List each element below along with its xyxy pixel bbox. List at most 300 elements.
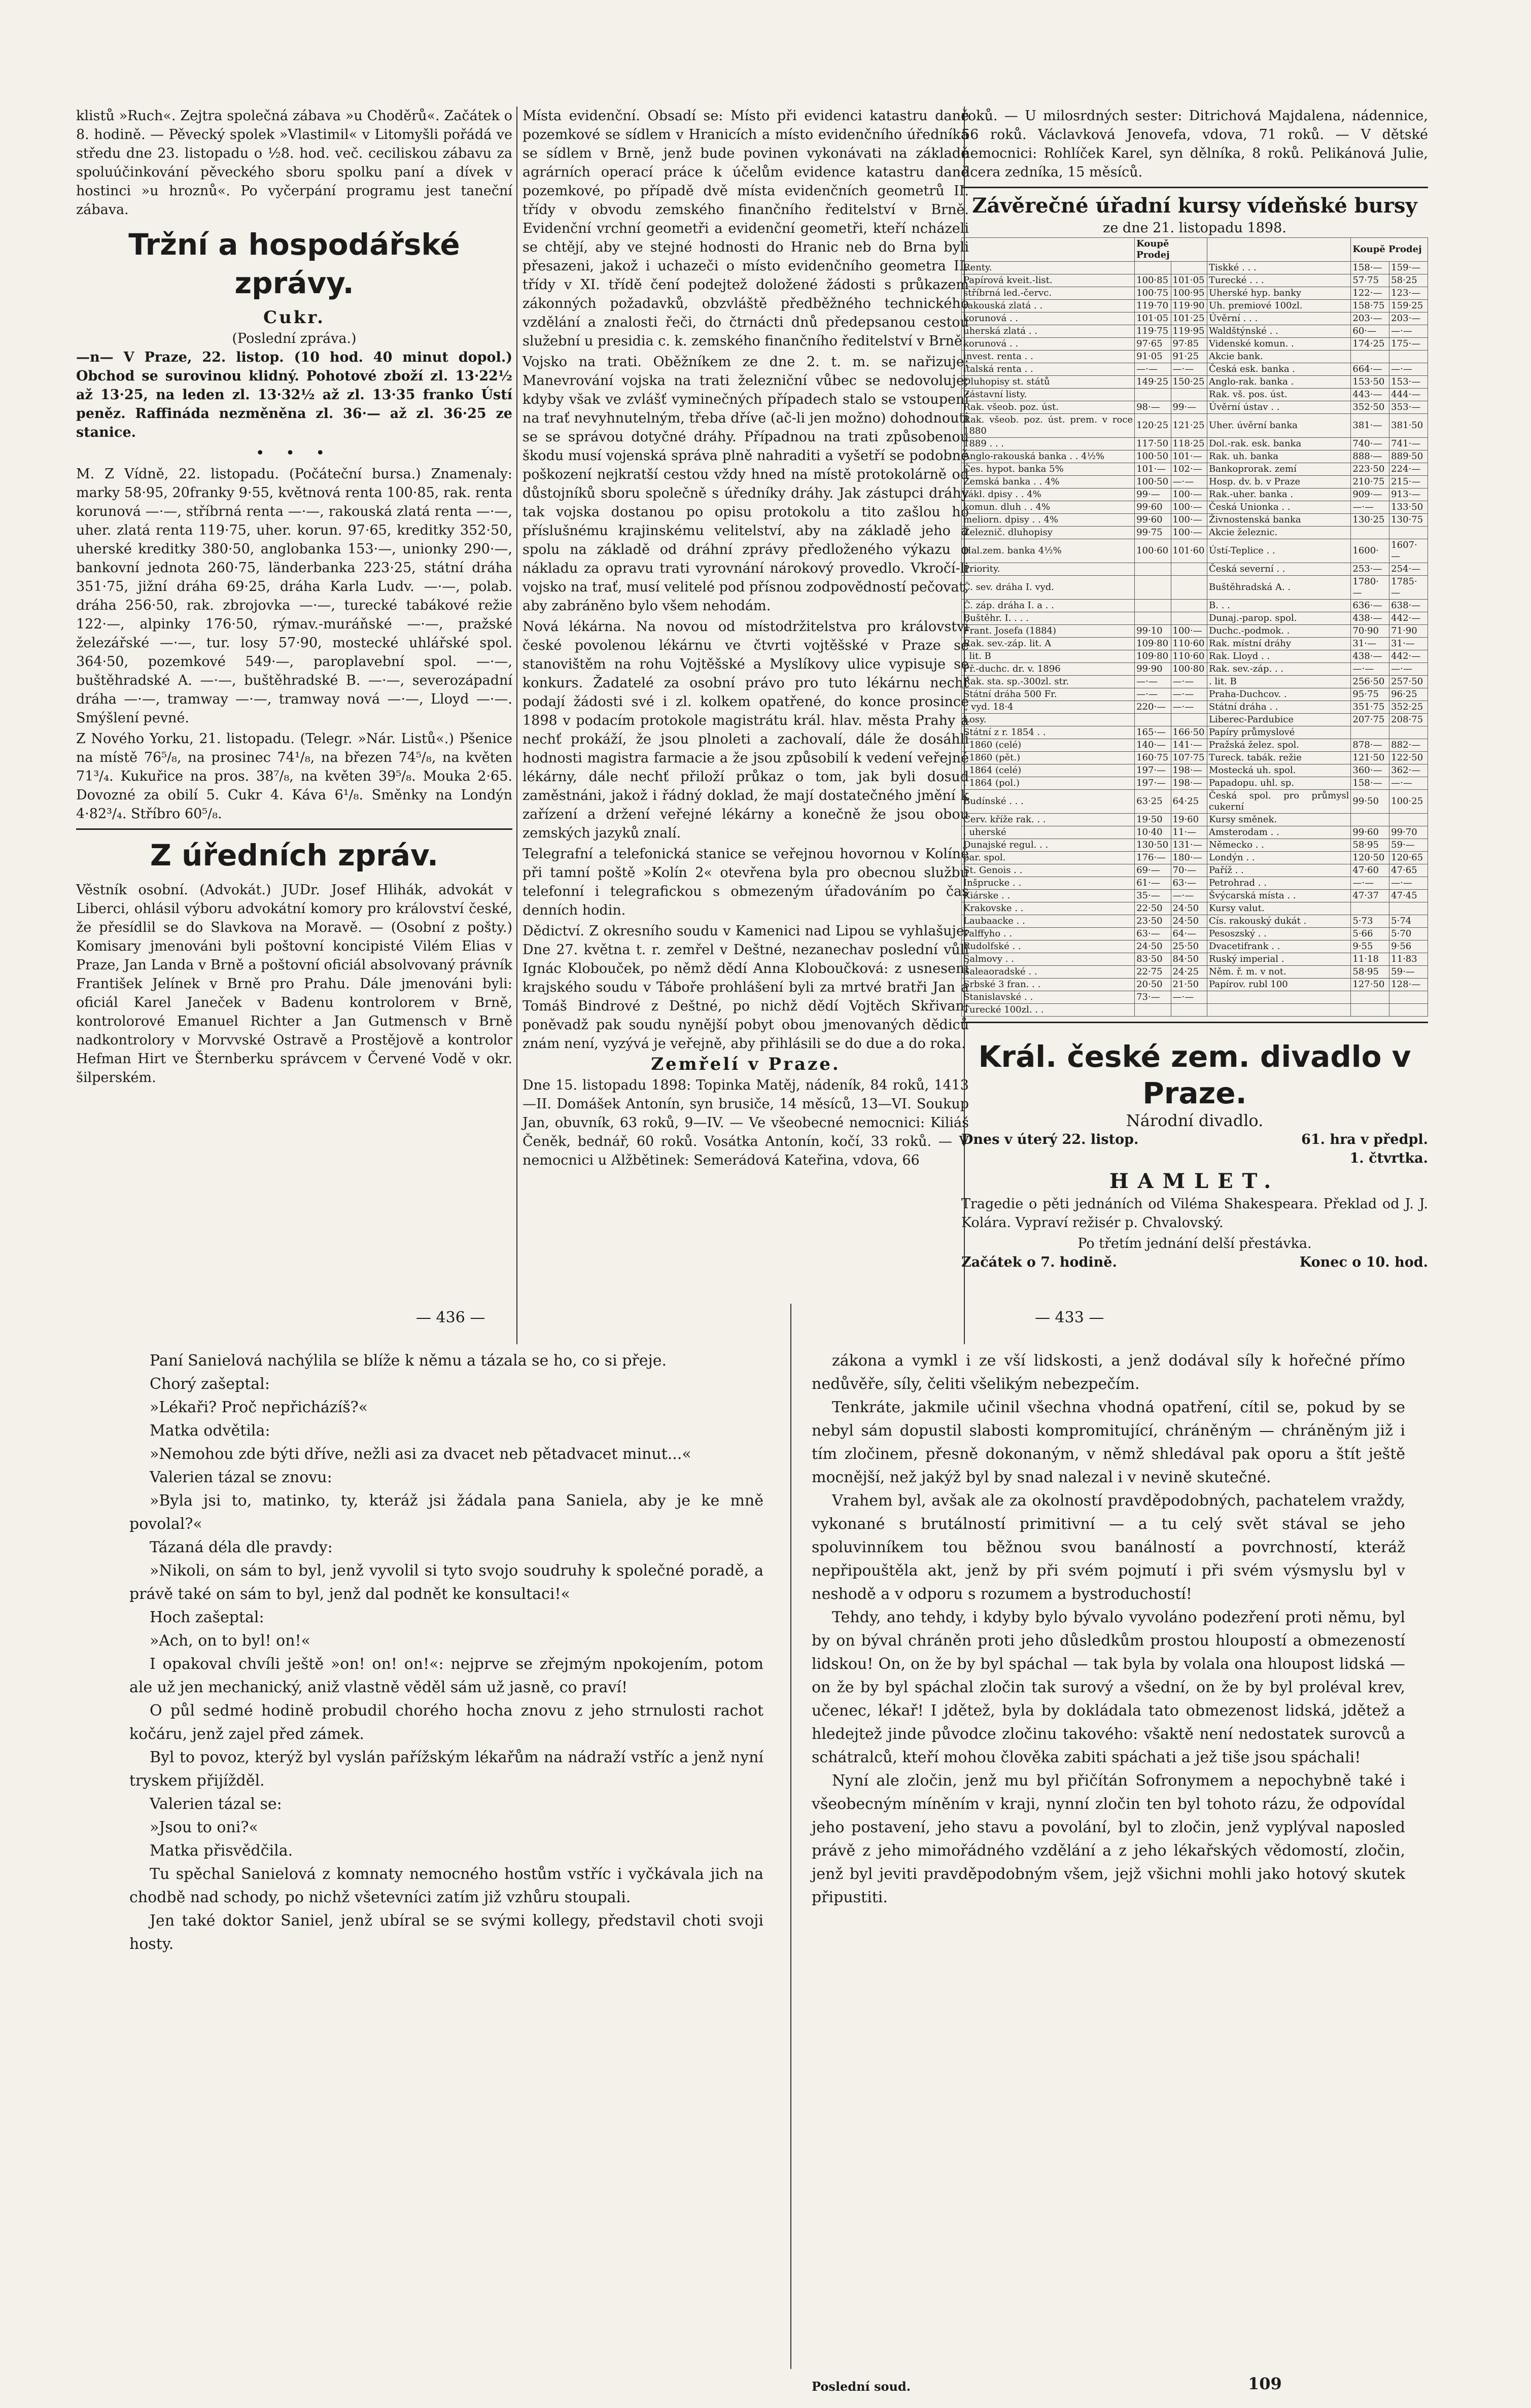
table-cell: Živnostenská banka [1207, 514, 1350, 527]
table-cell [1135, 714, 1171, 726]
table-cell: 96·25 [1389, 688, 1428, 701]
newyork-report: Z Nového Yorku, 21. listopadu. (Telegr. »Nár. Listů«.) Pšenice na místě 76⁵/₈, na prosinec 74¹/₈, na březen 74⁵/₈, na květen 71³/₄. Kukuřice na pros. 38⁷/₈, na květen 39⁵/₈. Mouka 2·65. Dovozné za obilí 5. Cukr 4. Káva 6¹/₈. Směnky na Londýn 4·82³/₄. Stříbro 60⁵/₈. [76, 731, 512, 822]
book-paragraph: Paní Sanielová nachýlila se blíže k němu a tázala se ho, co si přeje. [150, 1352, 667, 1370]
table-cell: 180·— [1171, 852, 1207, 864]
table-cell: 254·— [1389, 563, 1428, 576]
table-cell: Čes. hypot. banka 5% [962, 463, 1135, 476]
table-cell: korunová . . [962, 312, 1135, 325]
table-cell: 122·50 [1389, 752, 1428, 764]
table-cell: invest. renta . . [962, 351, 1135, 363]
theatre-date-row [961, 1130, 1428, 1149]
table-row [962, 414, 1428, 438]
exchange-rates-table [961, 237, 1428, 1017]
table-cell: 9·56 [1389, 940, 1428, 953]
table-cell: rakouská zlatá . . [962, 300, 1135, 312]
table-cell: —·— [1171, 688, 1207, 701]
book-paragraph: Tu spěchal Sanielová z komnaty nemocného hostům vstříc i vyčkávala jich na chodbě nad schody, po nichž všetevníci zatím již vzhůru stoupali. [129, 1865, 763, 1906]
table-cell: —·— [1171, 701, 1207, 714]
table-cell: 47·60 [1351, 864, 1389, 877]
table-row [962, 663, 1428, 676]
table-cell: Renty. [962, 262, 1135, 274]
table-cell: 203·— [1351, 312, 1389, 325]
book-paragraph: »Lékaři? Proč nepřicházíš?« [150, 1399, 368, 1416]
table-cell: . 1864 (celé) [962, 764, 1135, 777]
book-paragraph: Byl to povoz, kterýž byl vyslán pařížským lékařům na nádraží vstříc a jenž nyní tryskem přijížděl. [129, 1749, 763, 1790]
theatre-date: Dnes v úterý 22. listop. [961, 1132, 1139, 1147]
book-paragraph: Nyní ale zločin, jenž mu byl přičítán Sofronymem a nepochybně také i všeobecným míněním v kraji, nynní zločin ten byl tohoto rázu, že odpovídal jeho postavení, jeho stavu a povolání, byl to zločin, jenž vyplýval naposled právě z jeho mimořádného vzdělání a z jeho lékařských vědomostí, zločin, jenž byl jeviti pravděpodobným všem, jejž všichni mohli jako hotový skutek připustiti. [812, 1772, 1405, 1906]
table-cell: Česká Unionka . . [1207, 501, 1350, 514]
table-cell: 438·— [1351, 650, 1389, 663]
table-cell: 11·18 [1351, 953, 1389, 966]
table-cell: —·— [1135, 676, 1171, 688]
table-cell: Buštěhr. I. . . . [962, 612, 1135, 625]
paragraph-lekarna: Nová lékárna. Na novou od místodržitelstva pro království české povolenou lékárnu ve čtvrti vojtěšské v Praze se stanovištěm na rohu Vojtěšské a Myslíkovy ulice vypisuje se konkurs. Žadatelé za osobní právo pro tuto lékárnu nechť podají žádosti své i zl. kolkem opatřené, do konce prosince 1898 v podacím protokole magistrátu král. hlav. města Prahy a nechť prokáží, že jsou plnoleti a zachovalí, dále že dosáhli hodnosti magistra farmacie a že jsou způsobilí k vedení veřejné lékárny, dále nechť přiloží průkaz o tom, jak byli dosud zaměstnáni, jakož i řádný doklad, že mají dostatečného jmění k zařízení a držení veřejné lékárny a konečně že jsou obou zemských jazyků znalí. [523, 619, 969, 841]
table-cell [1351, 726, 1389, 739]
table-cell: 101·— [1135, 463, 1171, 476]
table-cell: 256·50 [1351, 676, 1389, 688]
table-cell: 223·50 [1351, 463, 1389, 476]
table-cell: 1600· [1351, 539, 1389, 563]
table-cell: 362·— [1389, 764, 1428, 777]
table-cell: 878·— [1351, 739, 1389, 752]
book-paragraph: Jen také doktor Saniel, jenž ubíral se se svými kollegy, představil choti svoji hosty. [129, 1912, 763, 1953]
table-cell: —·— [1389, 877, 1428, 890]
table-cell: Německo . . [1207, 839, 1350, 852]
table-cell: 381·— [1351, 414, 1389, 438]
table-cell: 1780·— [1351, 576, 1389, 600]
table-cell: 100·— [1171, 488, 1207, 501]
table-cell: —·— [1351, 501, 1389, 514]
table-cell: Cís. rakouský dukát . [1207, 915, 1350, 928]
newspaper-column-3 [961, 107, 1428, 1272]
table-row [962, 576, 1428, 600]
table-cell [1171, 576, 1207, 600]
table-cell: 438·— [1351, 612, 1389, 625]
paragraph-dedictvi: Dědictví. Z okresního soudu v Kamenici nad Lipou se vyhlašuje: Dne 27. května t. r. zemřel v Deštné, nezanechav poslední vůli Ignác Klobouček, po němž dědí Anna Kloboučková: z usnesení krajského soudu v Táboře prohlášení byli za mrtvé bratři Jan a Tomáš Bindrové z Deštné, po nichž dědí Vojtěch Skřivan; poněvadž pak soudu nynější pobyt obou jmenovaných dědiců znám není, vyzývá je veřejně, aby přihlásili se do due a do roka. [523, 923, 969, 1052]
table-row [962, 527, 1428, 539]
table-cell: 64·25 [1171, 790, 1207, 814]
table-cell: 128·— [1389, 979, 1428, 991]
table-row [962, 701, 1428, 714]
table-cell: 909·— [1351, 488, 1389, 501]
table-cell: 91·05 [1135, 351, 1171, 363]
table-row [962, 450, 1428, 463]
intermission-note: Po třetím jednání delší přestávka. [1077, 1236, 1312, 1251]
table-cell: 24·50 [1171, 902, 1207, 915]
book-paragraph: Valerien tázal se: [150, 1795, 282, 1813]
table-cell: 127·50 [1351, 979, 1389, 991]
table-cell: 109·80 [1135, 650, 1171, 663]
table-cell: 664·— [1351, 363, 1389, 376]
table-cell: „ vyd. 18·4 [962, 701, 1135, 714]
table-cell: 24·25 [1171, 966, 1207, 979]
book-paragraph: »Byla jsi to, matinko, ty, kteráž jsi žádala pana Saniela, aby je ke mně povolal?« [129, 1492, 763, 1533]
table-cell: 101·25 [1171, 312, 1207, 325]
table-cell: 99·— [1135, 488, 1171, 501]
table-cell: 166·50 [1171, 726, 1207, 739]
table-cell: 123·— [1389, 287, 1428, 300]
table-cell: Palffyho . . [962, 928, 1135, 940]
table-cell: 149·25 [1135, 376, 1171, 389]
table-cell: . lit. B [962, 650, 1135, 663]
table-cell: 174·25 [1351, 338, 1389, 351]
table-cell: 158·— [1351, 777, 1389, 790]
table-row [962, 979, 1428, 991]
table-row [962, 488, 1428, 501]
table-cell: Č. záp. dráha I. a . . [962, 600, 1135, 612]
table-cell: 84·50 [1171, 953, 1207, 966]
page-number-left: — 436 — [416, 1309, 485, 1327]
table-cell: Akcie železnic. [1207, 527, 1350, 539]
table-row [962, 864, 1428, 877]
table-cell: —·— [1389, 663, 1428, 676]
table-cell: 353·— [1389, 401, 1428, 414]
theatre-times-row [961, 1253, 1428, 1272]
table-cell [1135, 389, 1171, 401]
paragraph-vojsko: Vojsko na trati. Oběžníkem ze dne 2. t. m. se nařizuje: Manevrování vojska na trati železniční vůbec se nedovoluje; kdyby však ve zvlášť vyminečných případech stalo se vstoupení na trať nevyhnutelným, třeba dříve (ač-li jen možno) dohodnouti se se správou dotyčné dráhy. Případnou na trati způsobenou škodu musí vojenská správa plně nahraditi a vyšetří se podobně poškození nejkratší cestou vždy hned na místě protokolárně od důstojníků sboru společně s úředníky dráhy. Jak zástupci dráhy tak vojska dostanou po opisu protokolu a tito zašlou ho příslušnému krajinskému velitelství, aby na základě jeho a spolu na základě od dráhní zprávy předloženého výkazu o nákladu za opravu trati vyrovnání nárokový provedlo. Vkročí-li vojsko na trať, musí velitelé pod přísnou zodpovědností pečovat, aby zabráněno bylo všem nehodám. [523, 354, 969, 614]
table-cell [1171, 389, 1207, 401]
table-cell: 110·60 [1171, 638, 1207, 650]
table-cell: Hosp. dv. b. v Praze [1207, 476, 1350, 488]
table-cell: Zemská banka . . 4% [962, 476, 1135, 488]
table-cell: uherská zlatá . . [962, 325, 1135, 338]
table-cell: 5·66 [1351, 928, 1389, 940]
table-cell: 98·— [1135, 401, 1171, 414]
table-cell: 47·45 [1389, 890, 1428, 902]
table-cell: Něm. ř. m. v not. [1207, 966, 1350, 979]
table-cell: —·— [1171, 476, 1207, 488]
table-cell: Frant. Josefa (1884) [962, 625, 1135, 638]
table-cell [1171, 262, 1207, 274]
table-cell: 99·60 [1351, 826, 1389, 839]
table-cell: 63·— [1171, 877, 1207, 890]
table-cell: Červ. kříže rak. . . [962, 814, 1135, 826]
table-cell: 131·— [1171, 839, 1207, 852]
table-cell [1135, 600, 1171, 612]
book-paragraph: »Ach, on to byl! on!« [150, 1632, 310, 1650]
table-cell: 119·70 [1135, 300, 1171, 312]
table-cell [1389, 1004, 1428, 1017]
table-cell: 159·— [1389, 262, 1428, 274]
table-cell: Rak. sta. sp.-300zl. str. [962, 676, 1135, 688]
table-cell: 100·85 [1135, 274, 1171, 287]
table-cell: 442·— [1389, 650, 1428, 663]
table-cell: 61·— [1135, 877, 1171, 890]
table-row [962, 287, 1428, 300]
table-row [962, 676, 1428, 688]
table-cell: 101·60 [1171, 539, 1207, 563]
table-cell: 97·65 [1135, 338, 1171, 351]
book-paragraph: Tázaná déla dle pravdy: [150, 1539, 333, 1556]
table-cell: 197·— [1135, 777, 1171, 790]
table-cell [1171, 714, 1207, 726]
table-cell: Česká spol. pro průmysl cukerní [1207, 790, 1350, 814]
book-paragraph: Vrahem byl, avšak ale za okolností pravděpodobných, pachatelem vraždy, vykonané s brutálností primitivní — a tu celý svět stával se jeho spoluvinníkem tou běžnou svou banálností a povrchností, kteráž nepřipouštěla akt, jenž by při svém pojmutí i při svém výsmyslu byl v neshodě a v odporu s rozumem a bystroduchostí! [812, 1492, 1405, 1603]
table-cell: 110·60 [1171, 650, 1207, 663]
book-paragraph: O půl sedmé hodině probudil chorého hocha znovu z jeho strnulosti rachot kočáru, jenž zajel před zámek. [129, 1702, 763, 1743]
table-cell: Salmovy . . [962, 953, 1135, 966]
table-row [962, 312, 1428, 325]
book-paragraph: »Jsou to oni?« [150, 1819, 258, 1836]
table-cell: 99·60 [1135, 514, 1171, 527]
column-header: Koupě Prodej [1135, 238, 1207, 262]
table-cell: 130·50 [1135, 839, 1171, 852]
paragraph-mista: Místa evidenční. Obsadí se: Místo při evidenci katastru daně pozemkové se sídlem v Hranicích a místo evidenčního úředníka se sídlem v Brně, jenž bude povinen vykonávati na základě agrárních operací práce k účelům evidence katastru daně pozemkové, po případě dvě místa evidenčních geometrů II. třídy v obvodu zemského finančního ředitelství v Brně. Evidenční vrchní geometři a evidenční geometři, kteří ncházeli se chtějí, aby ve stejné hodnosti do Hranic neb do Brna byli přesazeni, jakož i uchazeči o místo evidenčního geometra II. třídy v XI. třídě čení podejtež doložené žádosti s průkazem zákonných požadavků, obzvláště předběžného technického vzdělání a znalosti řeči, do čtrnácti dnů předepsanou cestou služební u presidia c. k. zemského finančního ředitelství v Brně. [523, 108, 969, 349]
table-cell: Státní dráha 500 Fr. [962, 688, 1135, 701]
table-cell: 83·50 [1135, 953, 1171, 966]
table-cell: 176·— [1135, 852, 1171, 864]
table-cell: Rak.-uher. banka . [1207, 488, 1350, 501]
table-cell: 91·25 [1171, 351, 1207, 363]
table-cell: —·— [1135, 363, 1171, 376]
table-cell: 99·60 [1135, 501, 1171, 514]
section-title-market: Tržní a hospodářské zprávy. [128, 227, 460, 300]
table-cell [1351, 527, 1389, 539]
table-cell: Pražská želez. spol. [1207, 739, 1350, 752]
section-title-official: Z úředních zpráv. [150, 838, 439, 873]
table-cell: Rak. Lloyd . . [1207, 650, 1350, 663]
book-page-left [129, 1349, 763, 1956]
table-row [962, 539, 1428, 563]
table-cell: 100·80 [1171, 663, 1207, 676]
table-cell: 100·50 [1135, 476, 1171, 488]
table-cell: 63·— [1135, 928, 1171, 940]
table-cell: Železnič. dluhopisy [962, 527, 1135, 539]
table-cell: Hal.zem. banka 4½% [962, 539, 1135, 563]
start-time: Začátek o 7. hodině. [961, 1254, 1117, 1270]
book-paragraph: »Nikoli, on sám to byl, jenž vyvolil si tyto svojo soudruhy k společné poradě, a právě také on sám to byl, jenž dal podnět ke konsultaci!« [129, 1562, 763, 1603]
table-cell: Londýn . . [1207, 852, 1350, 864]
table-cell: —·— [1171, 890, 1207, 902]
table-cell: Ruský imperial . [1207, 953, 1350, 966]
table-cell: Anglo-rakouská banka . . 4½% [962, 450, 1135, 463]
table-cell: 140·— [1135, 739, 1171, 752]
table-cell: 352·50 [1351, 401, 1389, 414]
table-row [962, 476, 1428, 488]
table-cell: Př.-duchc. dr. v. 1896 [962, 663, 1135, 676]
table-cell: —·— [1351, 877, 1389, 890]
table-cell [1389, 351, 1428, 363]
table-cell: Státní dráha . . [1207, 701, 1350, 714]
table-row [962, 764, 1428, 777]
vienna-report: M. Z Vídně, 22. listopadu. (Počáteční bursa.) Znamenaly: marky 58·95, 20franky 9·55, květnová renta 100·85, rak. renta korunová —·—, stříbrná renta —·—, rakouská zlatá renta —·—, uher. zlatá renta 119·75, uher. korun. 97·65, kreditky 352·50, uherské kreditky 380·50, anglobanka 153·—, unionky 290·—, bankovní jednota 260·75, länderbanka 223·25, státní dráha 351·75, jižní dráha 69·25, dráha Karla Ludv. —·—, polab. dráha 256·50, rak. zbrojovka —·—, turecké tabákové režie 122·—, alpinky 176·50, rýmav.-muráňské —·—, pražské železářské —·—, tur. losy 57·90, mostecké uhlářské spol. 364·50, pozemkové 549·—, paroplavební spol. —·—, buštěhradské A. —·—, buštěhradské B. —·—, severozápadní dráha —·—, tramway —·—, tramway nová —·—, Lloyd —·—. Smýšlení pevné. [76, 466, 512, 726]
table-cell: Česká severní . . [1207, 563, 1350, 576]
table-row [962, 600, 1428, 612]
table-cell: 636·— [1351, 600, 1389, 612]
table-cell: Rak. místní dráhy [1207, 638, 1350, 650]
table-cell: 59·— [1389, 966, 1428, 979]
table-cell: Tiskké . . . [1207, 262, 1350, 274]
table-cell [1389, 991, 1428, 1004]
table-cell: 58·95 [1351, 839, 1389, 852]
table-cell: Mostecká uh. spol. [1207, 764, 1350, 777]
newspaper-column-2 [523, 107, 969, 1172]
table-cell: italská renta . . [962, 363, 1135, 376]
table-cell: komun. dluh . . 4% [962, 501, 1135, 514]
sugar-heading: Cukr. [263, 307, 325, 328]
table-cell [1351, 902, 1389, 915]
table-cell: Buštěhradská A. . [1207, 576, 1350, 600]
table-cell: 57·75 [1351, 274, 1389, 287]
table-cell [1171, 600, 1207, 612]
table-cell: —·— [1351, 663, 1389, 676]
table-cell: 121·50 [1351, 752, 1389, 764]
table-cell: 158·— [1351, 262, 1389, 274]
table-cell: 158·75 [1351, 300, 1389, 312]
table-row [962, 438, 1428, 450]
table-cell: 64·— [1171, 928, 1207, 940]
table-cell: 11·83 [1389, 953, 1428, 966]
table-cell: 444·— [1389, 389, 1428, 401]
table-cell: 21·50 [1171, 979, 1207, 991]
kursy-title: Závěrečné úřadní kursy vídeňské bursy [972, 194, 1417, 218]
table-cell: 100·50 [1135, 450, 1171, 463]
table-cell: 207·75 [1351, 714, 1389, 726]
table-row [962, 991, 1428, 1004]
table-cell [1135, 1004, 1171, 1017]
table-row [962, 714, 1428, 726]
table-cell: 208·75 [1389, 714, 1428, 726]
table-cell: Rak. uh. banka [1207, 450, 1350, 463]
book-page-right [812, 1349, 1405, 1909]
table-cell: 153·— [1389, 376, 1428, 389]
table-cell: 99·90 [1135, 663, 1171, 676]
table-row [962, 625, 1428, 638]
table-cell: Videnské komun. . [1207, 338, 1350, 351]
table-row [962, 376, 1428, 389]
separator-dots: • • • [255, 444, 333, 462]
play-title: HAMLET. [1109, 1169, 1280, 1193]
table-cell: Laubaacke . . [962, 915, 1135, 928]
table-cell: 198·— [1171, 764, 1207, 777]
table-cell: 58·95 [1351, 966, 1389, 979]
table-cell: 159·25 [1389, 300, 1428, 312]
table-cell [1135, 262, 1171, 274]
table-cell: Paříž . . [1207, 864, 1350, 877]
table-row [962, 877, 1428, 890]
table-cell: Uherské hyp. banky [1207, 287, 1350, 300]
table-cell: 203·— [1389, 312, 1428, 325]
table-cell: Zástavní listy. [962, 389, 1135, 401]
table-cell: Rak. sev.-záp. . . [1207, 663, 1350, 676]
table-cell: 25·50 [1171, 940, 1207, 953]
table-cell: 175·— [1389, 338, 1428, 351]
table-cell: 120·25 [1135, 414, 1171, 438]
table-cell: 99·10 [1135, 625, 1171, 638]
table-cell: 141·— [1171, 739, 1207, 752]
table-cell: 101·— [1171, 450, 1207, 463]
book-paragraph: Chorý zašeptal: [150, 1375, 270, 1393]
table-cell: Turecké . . . [1207, 274, 1350, 287]
table-cell: 1889 . . . [962, 438, 1135, 450]
paragraph-telegraf: Telegrafní a telefonická stanice se veřejnou hovornou v Kolíně při tamní poště »Kolín 2« otevřena byla pro obecnou službu telefonní i telegrafickou s obmezeným úřadováním po čas denních hodin. [523, 846, 969, 918]
book-paragraph: Hoch zašeptal: [150, 1609, 264, 1626]
table-row [962, 514, 1428, 527]
table-cell: 100·95 [1171, 287, 1207, 300]
table-cell: —·— [1171, 363, 1207, 376]
table-cell: 35·— [1135, 890, 1171, 902]
table-cell: 5·74 [1389, 915, 1428, 928]
table-cell: 119·90 [1171, 300, 1207, 312]
table-cell: 11·— [1171, 826, 1207, 839]
table-cell: Priority. [962, 563, 1135, 576]
table-row [962, 389, 1428, 401]
column-header: Koupě Prodej [1351, 238, 1428, 262]
theatre-title: Král. české zem. divadlo v Praze. [978, 1039, 1411, 1110]
table-row [962, 790, 1428, 814]
table-cell: 99·50 [1351, 790, 1389, 814]
table-cell [1389, 814, 1428, 826]
table-cell: 360·— [1351, 764, 1389, 777]
table-cell: 9·55 [1351, 940, 1389, 953]
table-cell: 119·75 [1135, 325, 1171, 338]
table-cell: Petrohrad . . [1207, 877, 1350, 890]
table-cell: 253·— [1351, 563, 1389, 576]
table-cell: 22·50 [1135, 902, 1171, 915]
table-cell: Rak. všeob. poz. úst. [962, 401, 1135, 414]
kursy-date: ze dne 21. listopadu 1898. [1103, 220, 1286, 236]
table-cell: Papadopu. uhl. sp. [1207, 777, 1350, 790]
table-cell: 100·— [1171, 527, 1207, 539]
table-cell: Praha-Duchcov. . [1207, 688, 1350, 701]
table-cell: Saleaoradské . . [962, 966, 1135, 979]
table-cell: 130·25 [1351, 514, 1389, 527]
table-row [962, 650, 1428, 663]
table-cell: 5·70 [1389, 928, 1428, 940]
table-cell: 889·50 [1389, 450, 1428, 463]
table-cell: —·— [1171, 991, 1207, 1004]
table-row [962, 814, 1428, 826]
table-cell: 888·— [1351, 450, 1389, 463]
table-cell [1135, 576, 1171, 600]
table-cell: 1607·— [1389, 539, 1428, 563]
rule [961, 187, 1428, 188]
table-row [962, 839, 1428, 852]
table-cell: Liberec-Pardubice [1207, 714, 1350, 726]
table-cell: 882·— [1389, 739, 1428, 752]
table-cell: —·— [1171, 676, 1207, 688]
table-cell: Turecké 100zl. . . [962, 1004, 1135, 1017]
table-cell: 120·65 [1389, 852, 1428, 864]
table-cell: Losy. [962, 714, 1135, 726]
table-cell: Tureck. tabák. režie [1207, 752, 1350, 764]
table-cell: Inšprucke . . [962, 877, 1135, 890]
table-row [962, 401, 1428, 414]
table-row [962, 890, 1428, 902]
table-cell: Č. sev. dráha I. vyd. [962, 576, 1135, 600]
table-cell: 443·— [1351, 389, 1389, 401]
table-cell: 257·50 [1389, 676, 1428, 688]
table-cell: 102·— [1171, 463, 1207, 476]
rule [961, 1022, 1428, 1023]
paragraph: klistů »Ruch«. Zejtra společná zábava »u Choděrů«. Začátek o 8. hodině. — Pěvecký spolek »Vlastimil« v Litomyšli pořádá ve středu dne 23. listopadu o ½8. hod. več. ceciliskou zábavu za spoluúčinkování pěveckého sboru spolku paní a dívek v hostinci »u hroznů«. Po vyčerpání programu jest taneční zábava. [76, 108, 512, 218]
table-row [962, 501, 1428, 514]
table-cell: 63·25 [1135, 790, 1171, 814]
table-cell: Amsterodam . . [1207, 826, 1350, 839]
table-cell: 23·50 [1135, 915, 1171, 928]
table-cell: 100·— [1171, 514, 1207, 527]
table-cell: 58·25 [1389, 274, 1428, 287]
table-cell: 73·— [1135, 991, 1171, 1004]
table-row [962, 966, 1428, 979]
table-cell: Rak. všeob. poz. úst. prem. v roce 1880 [962, 414, 1135, 438]
rule [76, 828, 512, 830]
table-row [962, 752, 1428, 764]
table-cell: Rak. sev.-záp. lit. A [962, 638, 1135, 650]
table-cell: Pesoszský . . [1207, 928, 1350, 940]
deaths-list: Dne 15. listopadu 1898: Topinka Matěj, nádeník, 84 roků, 1413—II. Domášek Antonín, syn brusiče, 14 měsíců, 13—VI. Soukup Jan, obuvník, 63 roků, 9—IV. — Ve všeobecné nemocnici: Kiliáš Čeněk, bednář, 60 roků. Vosátka Antonín, kočí, 33 roků. — V nemocnici u Alžbětinek: Semerádová Kateřina, vdova, 66 [523, 1077, 969, 1168]
table-cell: Úvěrní ústav . . [1207, 401, 1350, 414]
